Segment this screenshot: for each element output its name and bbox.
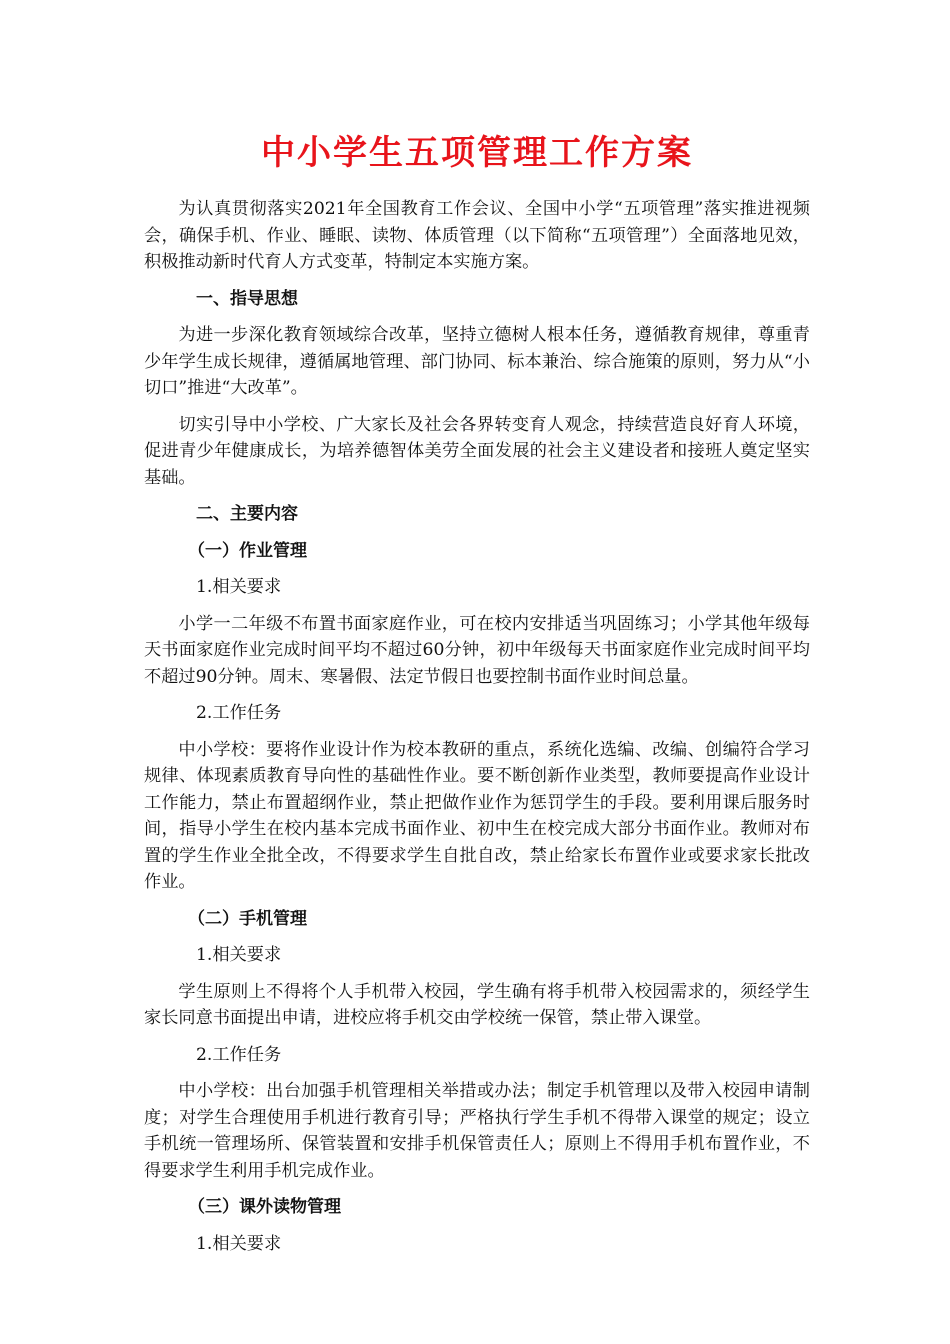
phone-tasks-label: 2.工作任务 xyxy=(196,1044,282,1065)
section-heading-main-content: 二、主要内容 xyxy=(196,504,298,524)
homework-tasks-label: 2.工作任务 xyxy=(196,703,282,723)
homework-requirements-text: 小学一二年级不布置书面家庭作业，可在校内安排适当巩固练习；小学其他年级每天书面家庭作业完成时间平均不超过60分钟，初中年级每天书面家庭作业完成时间平均不超过90分钟。周末、寒暑假、法定节假日也要控制书面作业时间总量。 xyxy=(144,613,810,687)
phone-requirements-text: 学生原则上不得将个人手机带入校园，学生确有将手机带入校园需求的，须经学生家长同意书面提出申请，进校应将手机交由学校统一保管，禁止带入课堂。 xyxy=(144,981,810,1028)
reading-requirements-label: 1.相关要求 xyxy=(196,1233,282,1254)
subsection-heading-phone: （二）手机管理 xyxy=(188,908,307,929)
homework-tasks-text: 中小学校：要将作业设计作为校本教研的重点，系统化选编、改编、创编符合学习规律、体现素质教育导向性的基础性作业。要不断创新作业类型，教师要提高作业设计工作能力，禁止布置超纲作业，禁止把做作业作为惩罚学生的手段。要利用课后服务时间，指导小学生在校内基本完成书面作业、初中生在校完成大部分书面作业。教师对布置的学生作业全批全改，不得要求学生自批自改，禁止给家长布置作业或要求家长批改作业。 xyxy=(144,739,810,892)
section-heading-guiding-ideology: 一、指导思想 xyxy=(196,288,298,309)
subsection-heading-reading: （三）课外读物管理 xyxy=(188,1197,341,1217)
subsection-heading-homework: （一）作业管理 xyxy=(188,540,307,561)
homework-requirements-label: 1.相关要求 xyxy=(196,577,282,597)
phone-requirements-label: 1.相关要求 xyxy=(196,945,282,965)
guiding-ideology-paragraph-1: 为进一步深化教育领域综合改革，坚持立德树人根本任务，遵循教育规律，尊重青少年学生成长规律，遵循属地管理、部门协同、标本兼治、综合施策的原则，努力从“小切口”推进“大改革”。 xyxy=(144,325,810,398)
intro-paragraph: 为认真贯彻落实2021年全国教育工作会议、全国中小学“五项管理”落实推进视频会，确保手机、作业、睡眠、读物、体质管理（以下简称“五项管理”）全面落地见效，积极推动新时代育人方式变革，特制定本实施方案。 xyxy=(144,199,810,272)
phone-tasks-text: 中小学校：出台加强手机管理相关举措或办法；制定手机管理以及带入校园申请制度；对学生合理使用手机进行教育引导；严格执行学生手机不得带入课堂的规定；设立手机统一管理场所、保管装置和安排手机保管责任人；原则上不得用手机布置作业，不得要求学生利用手机完成作业。 xyxy=(144,1081,810,1181)
document-title: 中小学生五项管理工作方案 xyxy=(261,133,693,173)
guiding-ideology-paragraph-2: 切实引导中小学校、广大家长及社会各界转变育人观念，持续营造良好育人环境，促进青少年健康成长，为培养德智体美劳全面发展的社会主义建设者和接班人奠定坚实基础。 xyxy=(144,414,810,488)
